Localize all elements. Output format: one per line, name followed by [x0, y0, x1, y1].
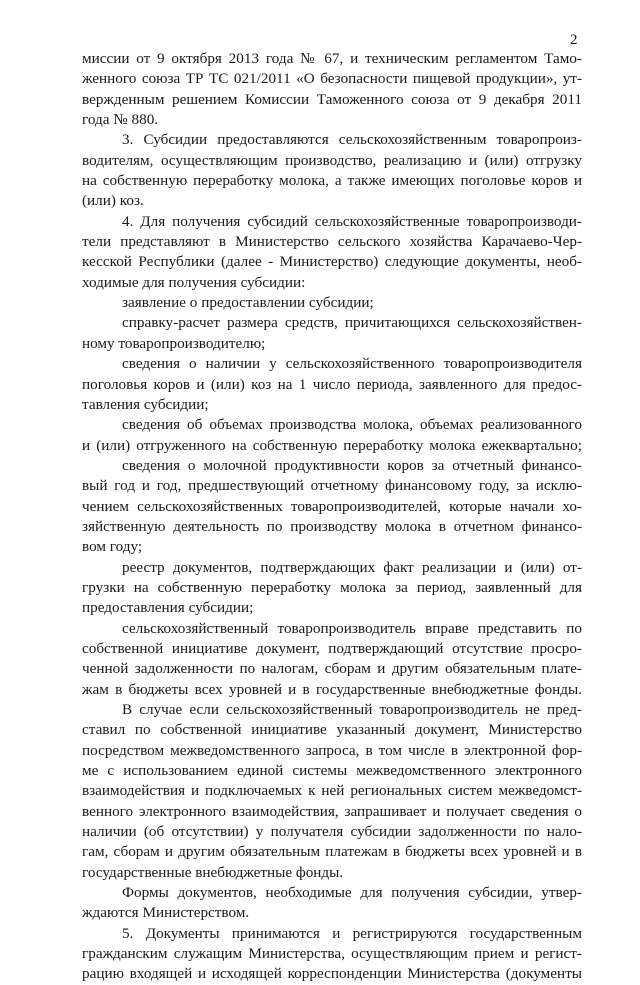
page-number: 2 — [570, 32, 578, 48]
text-line: сведения об объемах производства молока, объемах реализованного — [122, 416, 582, 434]
text-line: В случае если сельскохозяйственный товаропроизводитель не пред- — [122, 701, 582, 718]
text-line: чением сельскохозяйственных товаропроизводителей, которые начали хо- — [82, 497, 582, 515]
text-line: сведения о наличии у сельскохозяйственного товаропроизводителя — [122, 355, 582, 373]
document-body — [82, 49, 582, 985]
text-line: предоставления субсидии; — [82, 599, 254, 617]
text-line: вержденным решением Комиссии Таможенного союза от 9 декабря 2011 — [82, 90, 582, 108]
text-line: водителям, осуществляющим производство, реализацию и (или) отгрузку — [82, 151, 582, 169]
text-line: Формы документов, необходимые для получения субсидии, утвер- — [122, 884, 582, 902]
text-line: года № 880. — [82, 111, 159, 129]
text-line: 4. Для получения субсидий сельскохозяйственные товаропроизводи- — [122, 212, 582, 230]
text-line: реестр документов, подтверждающих факт реализации и (или) от- — [122, 558, 582, 576]
text-line: ставил по собственной инициативе указанный документ, Министерство — [82, 721, 582, 739]
text-line: миссии от 9 октября 2013 года № 67, и техническим регламентом Тамо- — [82, 50, 582, 67]
text-line: собственной инициативе документ, подтверждающий отсутствие просро- — [82, 639, 582, 657]
text-line: грузки на собственную переработку молока за период, заявленный для — [82, 578, 582, 596]
text-line: рацию входящей и исходящей корреспонденции Министерства (документы — [82, 965, 582, 983]
text-line: гам, сборам и другим обязательным платежам в бюджеты всех уровней и в — [82, 843, 582, 861]
text-line: жам в бюджеты всех уровней и в государственные внебюджетные фонды. — [82, 680, 582, 698]
text-line: на собственную переработку молока, а также имеющих поголовье коров и — [82, 172, 582, 190]
text-line: кесской Республики (далее - Министерство) следующие документы, необ- — [82, 253, 582, 271]
text-line: сведения о молочной продуктивности коров за отчетный финансо- — [122, 456, 582, 474]
text-line: ждаются Министерством. — [82, 904, 250, 922]
text-line: заявление о предоставлении субсидии; — [122, 294, 374, 312]
text-line: и (или) отгруженного на собственную переработку молока ежеквартально; — [82, 436, 582, 454]
text-line: 3. Субсидии предоставляются сельскохозяйственным товаропроиз- — [122, 131, 582, 149]
text-line: венного электронного взаимодействия, запрашивает и получает сведения о — [82, 802, 582, 820]
text-line: тели представляют в Министерство сельского хозяйства Карачаево-Чер- — [82, 233, 582, 251]
text-line: сельскохозяйственный товаропроизводитель вправе представить по — [122, 619, 582, 637]
text-line: (или) коз. — [82, 192, 144, 210]
text-line: ме с использованием единой системы межведомственного электронного — [82, 762, 582, 780]
text-line: гражданским служащим Министерства, осуществляющим прием и регист- — [82, 945, 582, 963]
text-line: вый год и год, предшествующий отчетному финансовому году, за исклю- — [82, 477, 582, 495]
text-line: 5. Документы принимаются и регистрируются государственным — [122, 924, 582, 942]
text-line: ходимые для получения субсидии: — [82, 273, 306, 291]
text-line: справку-расчет размера средств, причитающихся сельскохозяйствен- — [122, 314, 582, 332]
text-line: ченной задолженности по налогам, сборам и другим обязательным плате- — [82, 660, 582, 678]
text-line: посредством межведомственного запроса, в том числе в электронной фор- — [82, 741, 582, 759]
text-line: взаимодействия и подключаемых к ней региональных систем межведомст- — [82, 782, 582, 800]
text-line: государственные внебюджетные фонды. — [82, 863, 344, 881]
text-line: поголовья коров и (или) коз на 1 число периода, заявленного для предос- — [82, 375, 582, 393]
text-line: зяйственную деятельность по производству молока в отчетном финансо- — [82, 517, 582, 535]
text-line: тавления субсидии; — [82, 395, 209, 413]
text-line: ному товаропроизводителю; — [82, 334, 266, 352]
text-line: женного союза ТР ТС 021/2011 «О безопасности пищевой продукции», ут- — [82, 70, 582, 88]
text-line: вом году; — [82, 538, 143, 556]
text-line: наличии (об отсутствии) у получателя субсидии задолженности по нало- — [82, 823, 582, 841]
